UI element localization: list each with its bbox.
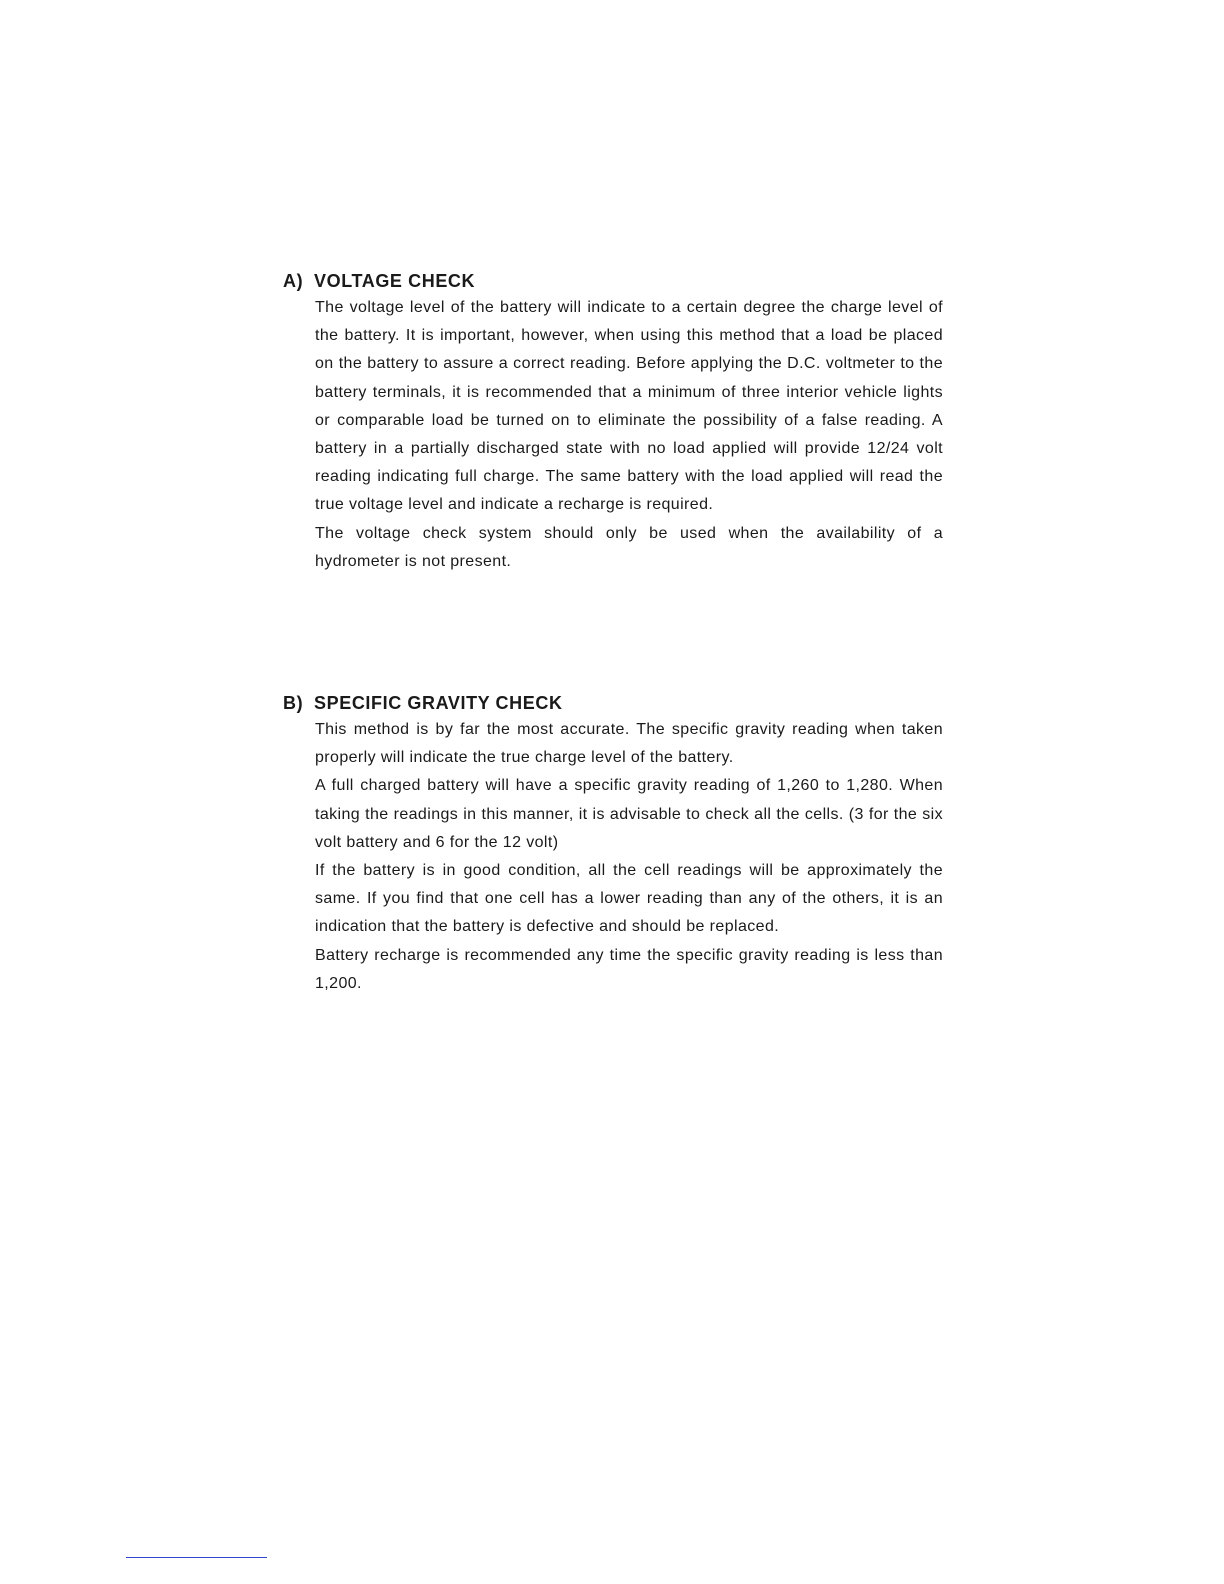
paragraph: Battery recharge is recommended any time the specific gravity reading is less than 1,200.: [315, 946, 943, 992]
section-title: VOLTAGE CHECK: [314, 271, 476, 291]
section-voltage-check: [283, 268, 943, 576]
paragraph: If the battery is in good condition, all the cell readings will be approximately the same. If you find that one cell has a lower reading than any of the others, it is an indication that the battery is defective and should be replaced.: [315, 862, 943, 936]
paragraph: This method is by far the most accurate. The specific gravity reading when taken properly will indicate the true charge level of the battery.: [315, 721, 943, 767]
footnote-rule: [126, 1557, 267, 1558]
paragraph: The voltage level of the battery will indicate to a certain degree the charge level of the battery. It is important, however, when using this method that a load be placed on the battery to assure a correct reading. Before applying the D.C. voltmeter to the battery terminals, it is recommended that a minimum of three interior vehicle lights or comparable load be turned on to eliminate the possibility of a false reading. A battery in a partially discharged state with no load applied will provide 12/24 volt reading indicating full charge. The same battery with the load applied will read the true voltage level and indicate a recharge is required.: [315, 299, 943, 514]
paragraph: The voltage check system should only be used when the availability of a hydrometer is not present.: [315, 524, 943, 570]
section-specific-gravity-check: [283, 690, 943, 998]
section-heading: [283, 690, 943, 716]
section-marker: B): [283, 693, 304, 713]
section-marker: A): [283, 271, 304, 291]
section-title: SPECIFIC GRAVITY CHECK: [314, 693, 563, 713]
section-heading: [283, 268, 943, 294]
paragraph: A full charged battery will have a specific gravity reading of 1,260 to 1,280. When taking the readings in this manner, it is advisable to check all the cells. (3 for the six volt battery and 6 for the 12 volt): [315, 777, 943, 851]
